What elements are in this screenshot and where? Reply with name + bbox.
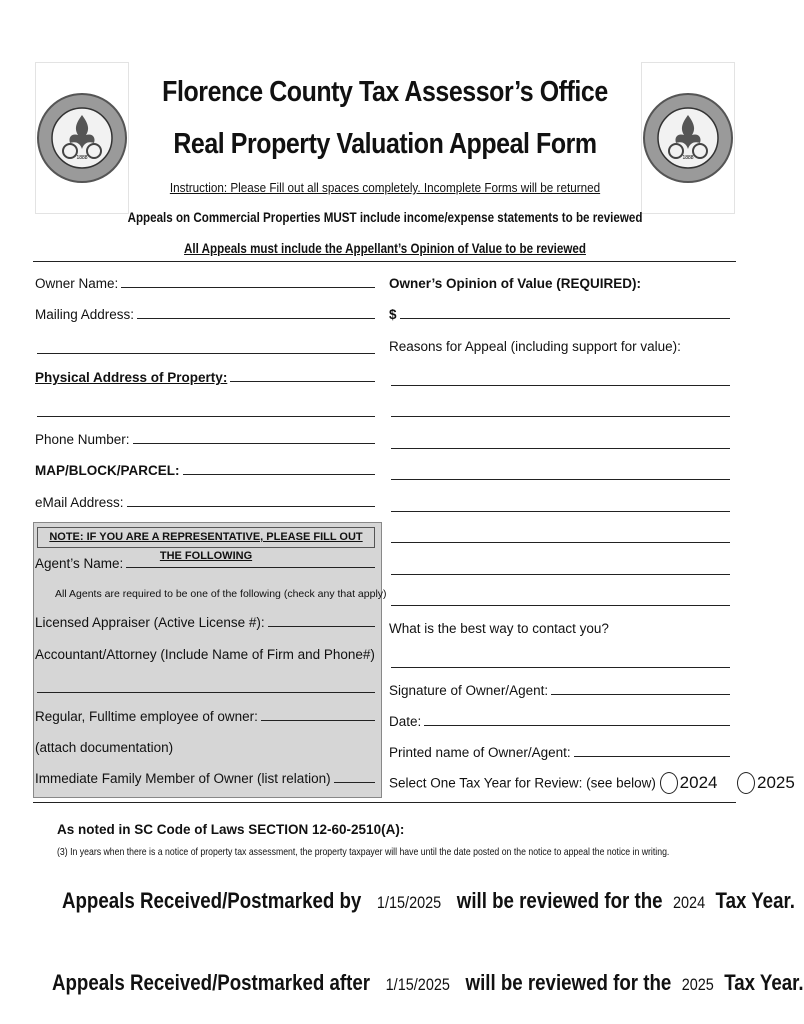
form-title-office: Florence County Tax Assessor’s Office bbox=[162, 76, 608, 108]
physical-address-field[interactable] bbox=[35, 370, 375, 385]
family-member-field[interactable] bbox=[35, 771, 375, 786]
deadline-before bbox=[62, 888, 795, 914]
form-title-appeal: Real Property Valuation Appeal Form bbox=[173, 128, 597, 160]
reason-line-5[interactable] bbox=[391, 511, 730, 512]
accountant-label: Accountant/Attorney (Include Name of Firm and Phone#) bbox=[35, 647, 375, 662]
physical-address-line[interactable] bbox=[230, 380, 375, 382]
mailing-address-line[interactable] bbox=[137, 317, 375, 319]
mailing-address-label: Mailing Address: bbox=[35, 307, 135, 322]
deadline-before-middle: will be reviewed for the bbox=[456, 888, 663, 913]
date-label: Date: bbox=[389, 714, 422, 729]
phone-field[interactable] bbox=[35, 432, 375, 447]
dollar-sign: $ bbox=[389, 307, 397, 322]
deadline-after-date: 1/15/2025 bbox=[385, 975, 450, 994]
owner-name-label: Owner Name: bbox=[35, 276, 119, 291]
mailing-address-line-2[interactable] bbox=[37, 353, 375, 354]
owner-name-line[interactable] bbox=[121, 286, 375, 288]
tax-year-2025-label: 2025 bbox=[757, 773, 795, 792]
family-member-label: Immediate Family Member of Owner (list relation) bbox=[35, 771, 331, 786]
email-field[interactable] bbox=[35, 495, 375, 510]
reason-line-7[interactable] bbox=[391, 574, 730, 575]
printed-name-field[interactable] bbox=[389, 745, 730, 760]
commercial-note: Appeals on Commercial Properties MUST include income/expense statements to be reviewed bbox=[127, 210, 643, 225]
printed-name-line[interactable] bbox=[574, 755, 730, 757]
signature-label: Signature of Owner/Agent: bbox=[389, 683, 549, 698]
appraiser-field[interactable] bbox=[35, 615, 375, 630]
opinion-value-field[interactable] bbox=[389, 307, 730, 322]
tax-year-2024-radio[interactable] bbox=[660, 772, 678, 794]
signature-field[interactable] bbox=[389, 683, 730, 698]
contact-line[interactable] bbox=[391, 667, 730, 668]
reason-line-1[interactable] bbox=[391, 385, 730, 386]
map-block-parcel-field[interactable] bbox=[35, 463, 375, 478]
deadline-after-middle: will be reviewed for the bbox=[465, 970, 672, 995]
phone-label: Phone Number: bbox=[35, 432, 130, 447]
employee-field[interactable] bbox=[35, 709, 375, 724]
physical-address-label: Physical Address of Property: bbox=[35, 370, 228, 385]
date-field[interactable] bbox=[389, 714, 730, 729]
header-divider bbox=[33, 261, 736, 262]
owner-name-field[interactable] bbox=[35, 276, 375, 291]
signature-line[interactable] bbox=[551, 693, 730, 695]
map-block-parcel-line[interactable] bbox=[183, 473, 376, 475]
employee-line[interactable] bbox=[261, 719, 375, 721]
map-block-parcel-label: MAP/BLOCK/PARCEL: bbox=[35, 463, 180, 478]
deadline-after bbox=[52, 970, 804, 996]
svg-text:1888: 1888 bbox=[682, 155, 694, 161]
legal-heading: As noted in SC Code of Laws SECTION 12-60-2510(A): bbox=[57, 822, 405, 837]
appraiser-label: Licensed Appraiser (Active License #): bbox=[35, 615, 265, 630]
reason-line-6[interactable] bbox=[391, 542, 730, 543]
deadline-after-year: 2025 bbox=[681, 975, 714, 994]
representative-note: NOTE: IF YOU ARE A REPRESENTATIVE, PLEASE FILL OUT THE FOLLOWING bbox=[37, 527, 375, 548]
date-line[interactable] bbox=[424, 724, 730, 726]
tax-year-select bbox=[389, 772, 795, 794]
legal-text: (3) In years when there is a notice of property tax assessment, the property taxpayer will have until the date posted on the notice to appeal the notice in writing. bbox=[57, 846, 670, 858]
reason-line-3[interactable] bbox=[391, 448, 730, 449]
email-label: eMail Address: bbox=[35, 495, 124, 510]
opinion-value-label: Owner’s Opinion of Value (REQUIRED): bbox=[389, 276, 642, 291]
agent-name-field[interactable] bbox=[35, 556, 375, 571]
contact-label: What is the best way to contact you? bbox=[389, 621, 609, 636]
employee-label: Regular, Fulltime employee of owner: bbox=[35, 709, 258, 724]
family-member-line[interactable] bbox=[334, 781, 375, 783]
email-line[interactable] bbox=[127, 505, 375, 507]
reason-line-8[interactable] bbox=[391, 605, 730, 606]
tax-year-select-label: Select One Tax Year for Review: (see below) bbox=[389, 775, 656, 791]
accountant-line[interactable] bbox=[37, 692, 375, 693]
deadline-before-year: 2024 bbox=[672, 893, 706, 912]
appraiser-line[interactable] bbox=[268, 625, 375, 627]
agent-name-label: Agent’s Name: bbox=[35, 556, 124, 571]
instruction-text: Instruction: Please Fill out all spaces completely. Incomplete Forms will be returned bbox=[169, 180, 601, 195]
physical-address-line-2[interactable] bbox=[37, 416, 375, 417]
deadline-before-prefix: Appeals Received/Postmarked by bbox=[62, 888, 362, 913]
mailing-address-field[interactable] bbox=[35, 307, 375, 322]
attach-documentation-label: (attach documentation) bbox=[35, 740, 174, 755]
deadline-after-prefix: Appeals Received/Postmarked after bbox=[52, 970, 371, 995]
tax-year-2024-label: 2024 bbox=[679, 773, 718, 792]
agent-name-line[interactable] bbox=[126, 566, 375, 568]
deadline-before-suffix: Tax Year. bbox=[715, 888, 795, 913]
svg-text:1888: 1888 bbox=[76, 155, 88, 161]
form-bottom-divider bbox=[33, 802, 736, 803]
deadline-after-suffix: Tax Year. bbox=[724, 970, 804, 995]
agent-requirement-text: All Agents are required to be one of the following (check any that apply) bbox=[55, 588, 387, 600]
opinion-note: All Appeals must include the Appellant’s Opinion of Value to be reviewed bbox=[184, 241, 586, 256]
printed-name-label: Printed name of Owner/Agent: bbox=[389, 745, 571, 760]
opinion-value-line[interactable] bbox=[400, 317, 730, 319]
reasons-label: Reasons for Appeal (including support for value): bbox=[389, 339, 681, 354]
tax-year-2025-radio[interactable] bbox=[737, 772, 755, 794]
phone-line[interactable] bbox=[133, 442, 375, 444]
reason-line-2[interactable] bbox=[391, 416, 730, 417]
reason-line-4[interactable] bbox=[391, 479, 730, 480]
deadline-before-date: 1/15/2025 bbox=[376, 893, 442, 912]
